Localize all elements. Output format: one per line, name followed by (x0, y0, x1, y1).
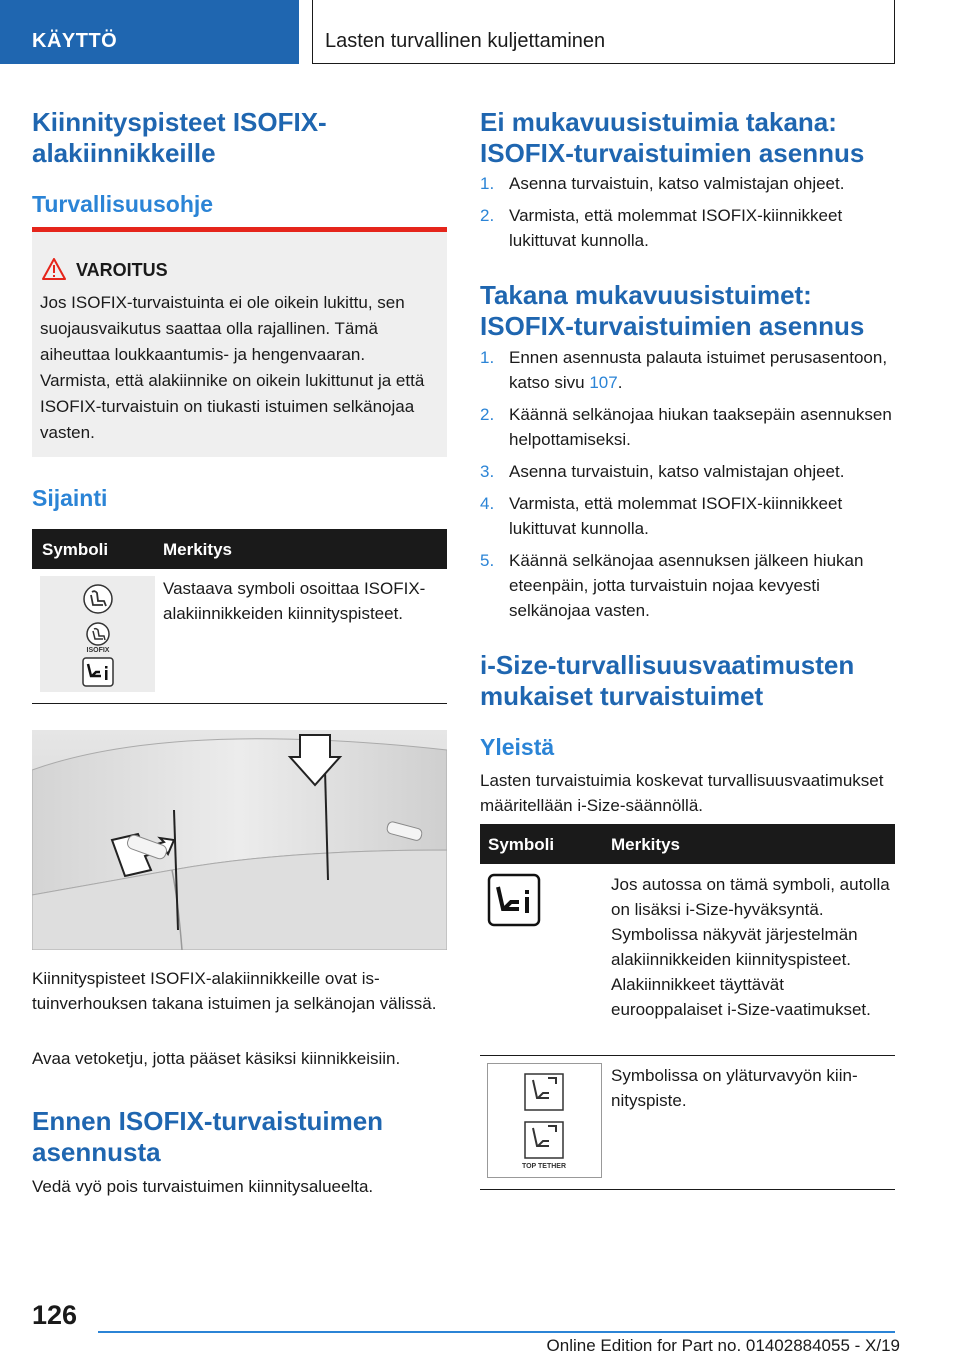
warning-triangle-icon (42, 258, 66, 280)
col-meaning: Merkitys (611, 835, 680, 854)
chapter-title: Lasten turvallinen kuljettaminen (312, 0, 895, 64)
table-header (32, 529, 447, 569)
page-link-107[interactable]: 107 (589, 373, 618, 392)
heading-before-installing: Ennen ISOFIX-turvaistuimen asennusta (32, 1106, 384, 1167)
footer-rule (98, 1331, 895, 1333)
list-item: 2. Käännä selkänojaa hiukan taaksepäin asennuksen helpottamiseksi. (480, 405, 892, 449)
top-tether-icon (488, 1064, 600, 1176)
list-item: 3. Asenna turvaistuin, katso valmistajan ohjeet. (480, 462, 845, 481)
heading-safety-note: Turvallisuusohje (32, 191, 214, 217)
top-tether-meaning: Symbolissa on yläturvavyön kiinnityspiste. (611, 1066, 858, 1110)
isofix-label: ISOFIX (86, 647, 110, 654)
isofix-symbol-meaning: Vastaava symboli osoittaa ISOFIX-alakiinnikkeiden kiinnityspisteet. (163, 579, 426, 623)
list-item: 5. Käännä selkänojaa asennuksen jälkeen hiukan eteenpäin, jotta turvaistuin nojaa kevyesti selkänojaa vasten. (480, 551, 864, 620)
isofix-symbol-box (40, 576, 155, 692)
page-number: 126 (32, 1300, 78, 1330)
list-item: 4. Varmista, että molemmat ISOFIX-kiinnikkeet lukittuvat kunnolla. (480, 494, 843, 538)
heading-general: Yleistä (480, 734, 555, 760)
isize-symbol-meaning: Jos autossa on tämä symboli, autolla on lisäksi i-Size-hyväksyntä. Symbolissa näkyvät järjestelmän alakiinnikkeiden kiinnityspisteet. Alakiinnikkeet täyttävät eurooppalaiset i-Size-vaatimukset. (611, 875, 890, 1019)
rear-seat-illustration (32, 730, 447, 950)
col-meaning: Merkitys (163, 540, 232, 559)
table-bottom-rule (32, 703, 447, 704)
isize-table-header (480, 824, 895, 864)
heading-comfort-seats: Takana mukavuusistuimet: ISOFIX-turvaistuimien asennus (480, 280, 865, 341)
heading-isofix-points: Kiinnityspisteet ISOFIX-alakiinnikkeille (32, 107, 327, 168)
before-installing-text: Vedä vyö pois turvaistuimen kiinnitysalueelta. (32, 1177, 374, 1196)
heading-no-comfort-seats: Ei mukavuusistuimia takana: ISOFIX-turvaistuimien asennus (480, 107, 865, 168)
list-item: 2. Varmista, että molemmat ISOFIX-kiinnikkeet lukittuvat kunnolla. (480, 206, 843, 250)
table-bottom-rule (480, 1189, 895, 1190)
steps-no-comfort (480, 171, 895, 260)
isofix-symbols-icon (40, 576, 155, 692)
heading-isize: i-Size-turvallisuusvaatimusten mukaiset turvaistuimet (480, 650, 855, 711)
list-item: 1. Ennen asennusta palauta istuimet perusasentoon, katso sivu 107. (480, 348, 888, 392)
warning-title: VAROITUS (76, 260, 168, 280)
list-item: 1. Asenna turvaistuin, katso valmistajan ohjeet. (480, 174, 845, 193)
footer-edition: Online Edition for Part no. 01402884055 - X/19 (546, 1336, 900, 1355)
table-row-rule (480, 1055, 895, 1056)
col-symbol: Symboli (42, 540, 109, 559)
top-tether-symbol-box (487, 1063, 602, 1178)
col-symbol: Symboli (488, 835, 555, 854)
warning-text: Jos ISOFIX-turvaistuinta ei ole oikein lukittu, sen suojausvaikutus saattaa olla rajallinen. Tämä aiheuttaa loukkaantumis- ja hengenvaaran. Varmista, että alakiinnike on oikein lukittunut ja että ISOFIX-turvaistuin on tiukasti istuimen selkänojaa vasten. (40, 293, 425, 442)
warning-box (32, 227, 447, 457)
steps-comfort (480, 345, 895, 630)
isize-symbol-icon (486, 872, 542, 928)
top-tether-label: TOP TETHER (521, 1163, 567, 1170)
caption-anchor-location: Kiinnityspisteet ISOFIX-alakiinnikkeille ovat istuinverhouksen takana istuimen ja selkänojan välissä. (32, 969, 437, 1013)
section-tab[interactable]: KÄYTTÖ (0, 0, 299, 64)
caption-open-zipper: Avaa vetoketju, jotta pääset käsiksi kiinnikkeisiin. (32, 1049, 401, 1068)
heading-location: Sijainti (32, 485, 108, 511)
general-text: Lasten turvaistuimia koskevat turvallisuusvaatimukset määritellään i-Size-säännöllä. (480, 771, 884, 815)
